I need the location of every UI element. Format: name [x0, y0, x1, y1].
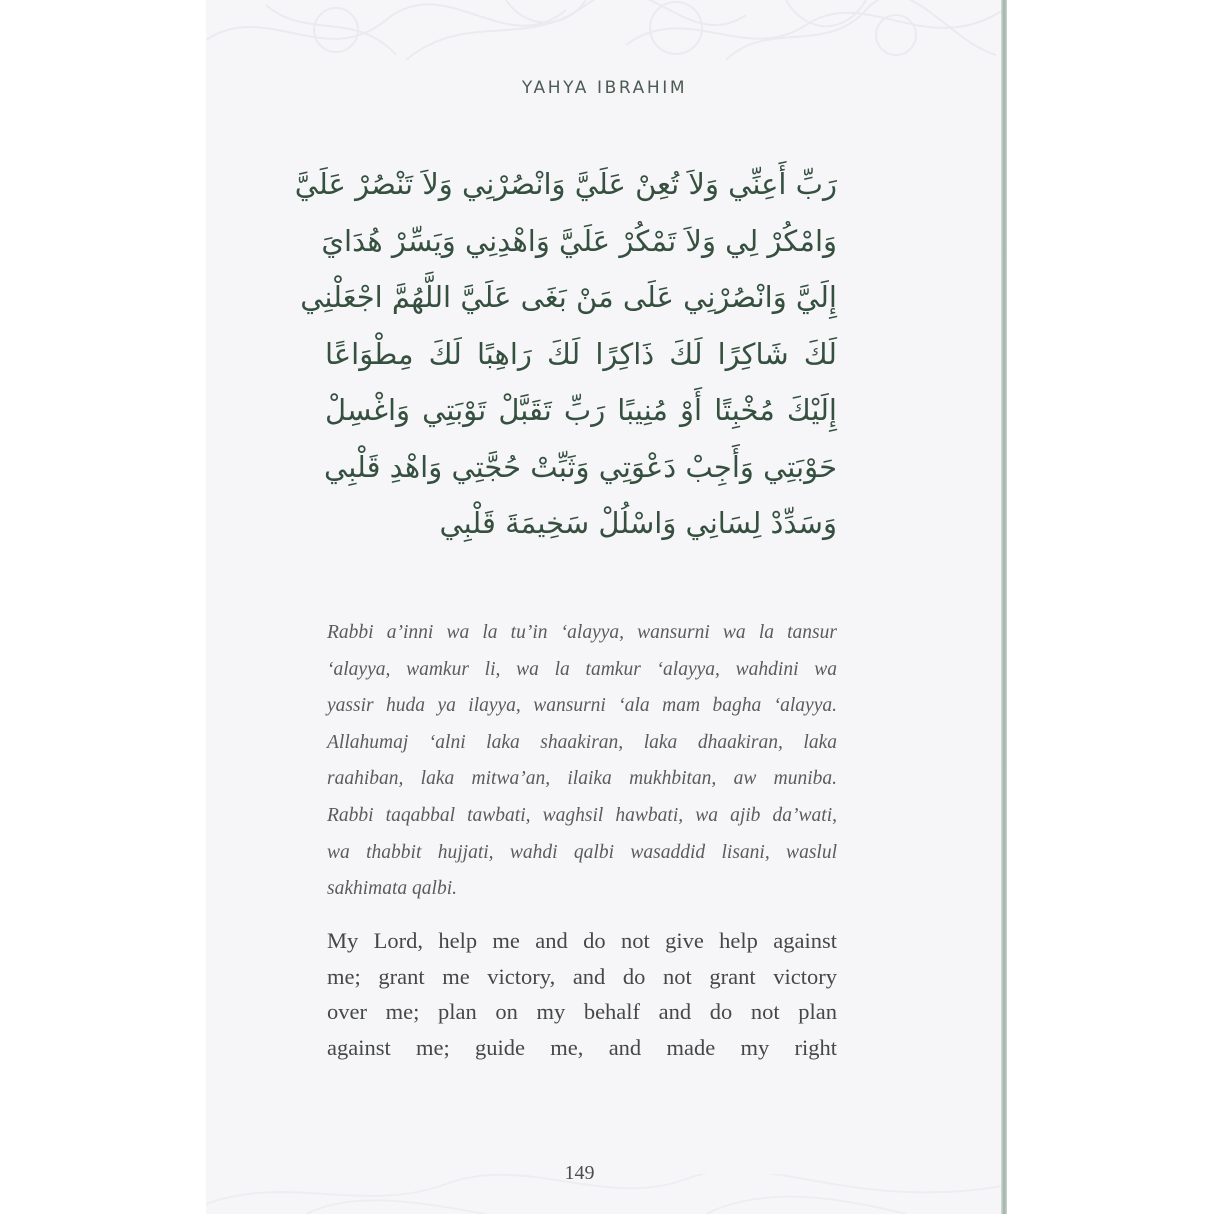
decorative-floral-pattern-top	[206, 0, 1003, 70]
arabic-line: إِلَيْكَ مُخْبِتًا أَوْ مُنِيبًا رَبِّ تَقَبَّلْ تَوْبَتِي وَاغْسِلْ	[325, 393, 837, 427]
translation-line: against me; guide me, and made my right	[327, 1034, 837, 1060]
page-edge	[1001, 0, 1007, 1214]
translation-line: me; grant me victory, and do not grant victory	[327, 963, 837, 989]
transliteration-line: ‘alayya, wamkur li, wa la tamkur ‘alayya, wahdini wa	[327, 658, 837, 680]
translation-line: My Lord, help me and do not give help against	[327, 928, 837, 953]
transliteration-line: Rabbi taqabbal tawbati, waghsil hawbati, wa ajib da’wati,	[327, 804, 837, 826]
translation-line: over me; plan on my behalf and do not plan	[327, 999, 837, 1024]
transliteration-line: Rabbi a’inni wa la tu’in ‘alayya, wansurni wa la tansur	[327, 622, 837, 643]
arabic-line: حَوْبَتِي وَأَجِبْ دَعْوَتِي وَثَبِّتْ حُجَّتِي وَاهْدِ قَلْبِي	[324, 449, 837, 484]
arabic-line: وَامْكُرْ لِي وَلاَ تَمْكُرْ عَلَيَّ وَاهْدِنِي وَيَسِّرْ هُدَايَ	[321, 223, 837, 258]
transliteration-line: sakhimata qalbi.	[327, 878, 457, 900]
arabic-line: رَبِّ أَعِنِّي وَلاَ تُعِنْ عَلَيَّ وَانْصُرْنِي وَلاَ تَنْصُرْ عَلَيَّ	[294, 167, 837, 201]
english-translation-paragraph	[327, 923, 837, 1065]
arabic-line: لَكَ شَاكِرًا لَكَ ذَاكِرًا لَكَ رَاهِبًا لَكَ مِطْوَاعًا	[325, 336, 837, 371]
page-number: 149	[564, 1162, 595, 1184]
running-head-author: YAHYA IBRAHIM	[521, 78, 688, 98]
arabic-dua-text	[294, 156, 837, 552]
book-page	[206, 0, 1003, 1214]
arabic-line: وَسَدِّدْ لِسَانِي وَاسْلُلْ سَخِيمَةَ قَلْبِي	[439, 506, 837, 540]
transliteration-paragraph	[327, 615, 837, 908]
transliteration-line: yassir huda ya ilayya, wansurni ‘ala mam bagha ‘alayya.	[327, 695, 837, 717]
transliteration-line: wa thabbit hujjati, wahdi qalbi wasaddid lisani, waslul	[327, 841, 837, 863]
transliteration-line: Allahumaj ‘alni laka shaakiran, laka dhaakiran, laka	[327, 731, 837, 753]
arabic-line: إِلَيَّ وَانْصُرْنِي عَلَى مَنْ بَغَى عَلَيَّ اللَّهُمَّ اجْعَلْنِي	[300, 280, 837, 314]
transliteration-line: raahiban, laka mitwa’an, ilaika mukhbitan, aw muniba.	[327, 768, 837, 790]
